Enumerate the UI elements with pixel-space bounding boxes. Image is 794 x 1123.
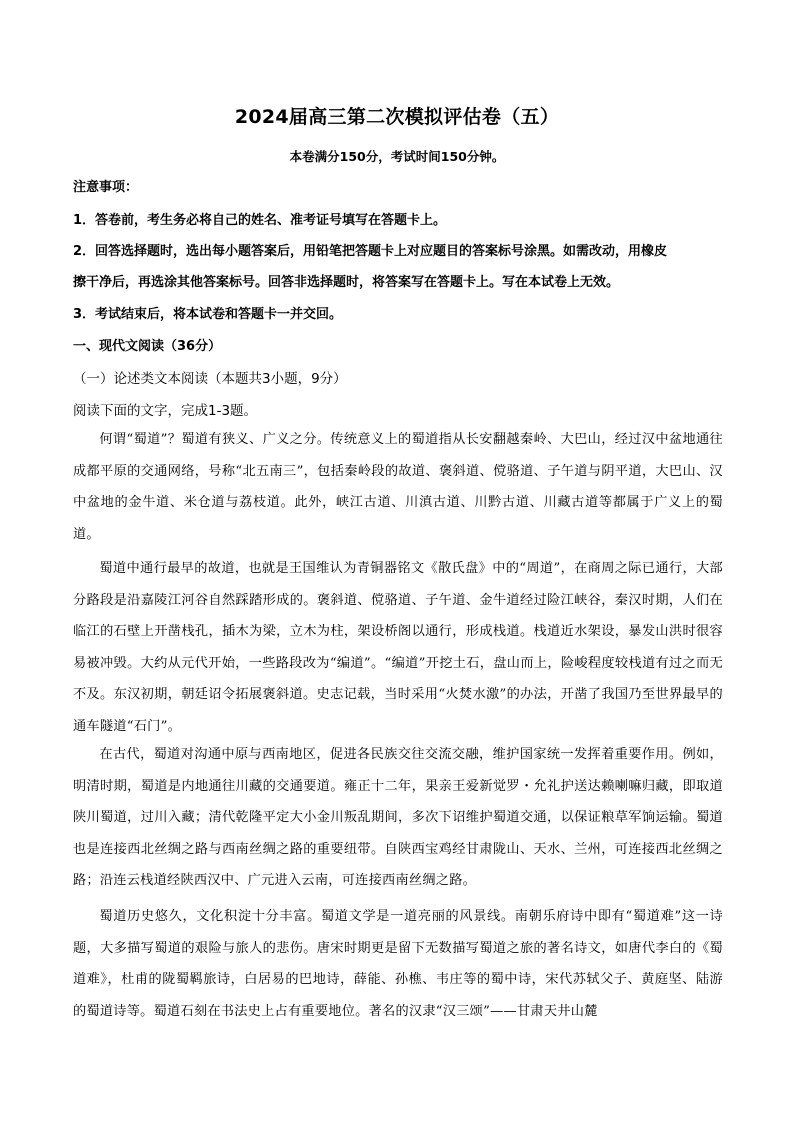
passage-paragraph-1: 何谓“蜀道”？蜀道有狭义、广义之分。传统意义上的蜀道指从长安翻越秦岭、大巴山，经过汉中盆地通往成都平原的交通网络，号称“北五南三”，包括秦岭段的故道、褒斜道、傥骆道、子午道与阴平道，大巴山、汉中盆地的金牛道、米仓道与荔枝道。此外，峡江古道、川滇古道、川黔古道、川藏古道等都属于广义上的蜀道。 bbox=[73, 432, 723, 542]
passage-paragraph-2: 蜀道中通行最早的故道，也就是王国维认为青铜器铭文《散氏盘》中的“周道”，在商周之际已通行，大部分路段是沿嘉陵江河谷自然踩踏形成的。褒斜道、傥骆道、子午道、金牛道经过险江峡谷，秦汉时期，人们在临江的石壁上开凿栈孔，插木为梁，立木为柱，架设桥阁以通行，形成栈道。栈道近水架设，暴发山洪时很容易被冲毁。大约从元代开始，一些路段改为“编道”。“编道”开挖土石，盘山而上，险峻程度较栈道有过之而无不及。东汉初期，朝廷诏令拓展褒斜道。史志记载，当时采用“火焚水激”的办法，开凿了我国乃至世界最早的通车隧道“石门”。 bbox=[73, 561, 723, 734]
exam-subtitle: 本卷满分150分，考试时间150分钟。 bbox=[289, 149, 505, 164]
notes-heading: 注意事项： bbox=[73, 180, 139, 195]
passage-paragraph-4: 蜀道历史悠久，文化积淀十分丰富。蜀道文学是一道亮丽的风景线。南朝乐府诗中即有“蜀道难”这一诗题，大多描写蜀道的艰险与旅人的悲伤。唐宋时期更是留下无数描写蜀道之旅的著名诗文，如唐代李白的《蜀道难》，杜甫的陇蜀羁旅诗，白居易的巴地诗，薛能、孙樵、韦庄等的蜀中诗，宋代苏轼父子、黄庭坚、陆游的蜀道诗等。蜀道石刻在书法史上占有重要地位。著名的汉隶“汉三颂”——甘肃天井山麓 bbox=[73, 909, 723, 1019]
notes-item-2-line-1: 2．回答选择题时，选出每小题答案后，用铅笔把答题卡上对应题目的答案标号涂黑。如需改动，用橡皮 bbox=[73, 244, 668, 259]
section-instruction: 阅读下面的文字，完成1-3题。 bbox=[73, 403, 258, 419]
notes-item-2-line-2: 擦干净后，再选涂其他答案标号。回答非选择题时，将答案写在答题卡上。写在本试卷上无效。 bbox=[73, 275, 620, 290]
exam-title: 2024届高三第二次模拟评估卷（五） bbox=[234, 106, 560, 128]
notes-item-1: 1．答卷前，考生务必将自己的姓名、准考证号填写在答题卡上。 bbox=[73, 213, 447, 228]
section-subheading: （一）论述类文本阅读（本题共3小题，9分） bbox=[73, 371, 347, 387]
notes-item-3: 3．考试结束后，将本试卷和答题卡一并交回。 bbox=[73, 307, 343, 322]
passage-paragraph-3: 在古代，蜀道对沟通中原与西南地区，促进各民族交往交流交融，维护国家统一发挥着重要作用。例如，明清时期，蜀道是内地通往川藏的交通要道。雍正十二年，果亲王爱新觉罗・允礼护送达赖喇嘛归藏，即取道陕川蜀道，过川入藏；清代乾隆平定大小金川叛乱期间，多次下诏维护蜀道交通，以保证粮草军饷运输。蜀道也是连接西北丝绸之路与西南丝绸之路的重要纽带。自陕西宝鸡经甘肃陇山、天水、兰州，可连接西北丝绸之路；沿连云栈道经陕西汉中、广元进入云南，可连接西南丝绸之路。 bbox=[73, 747, 723, 888]
section-heading: 一、现代文阅读（36分） bbox=[73, 339, 222, 354]
